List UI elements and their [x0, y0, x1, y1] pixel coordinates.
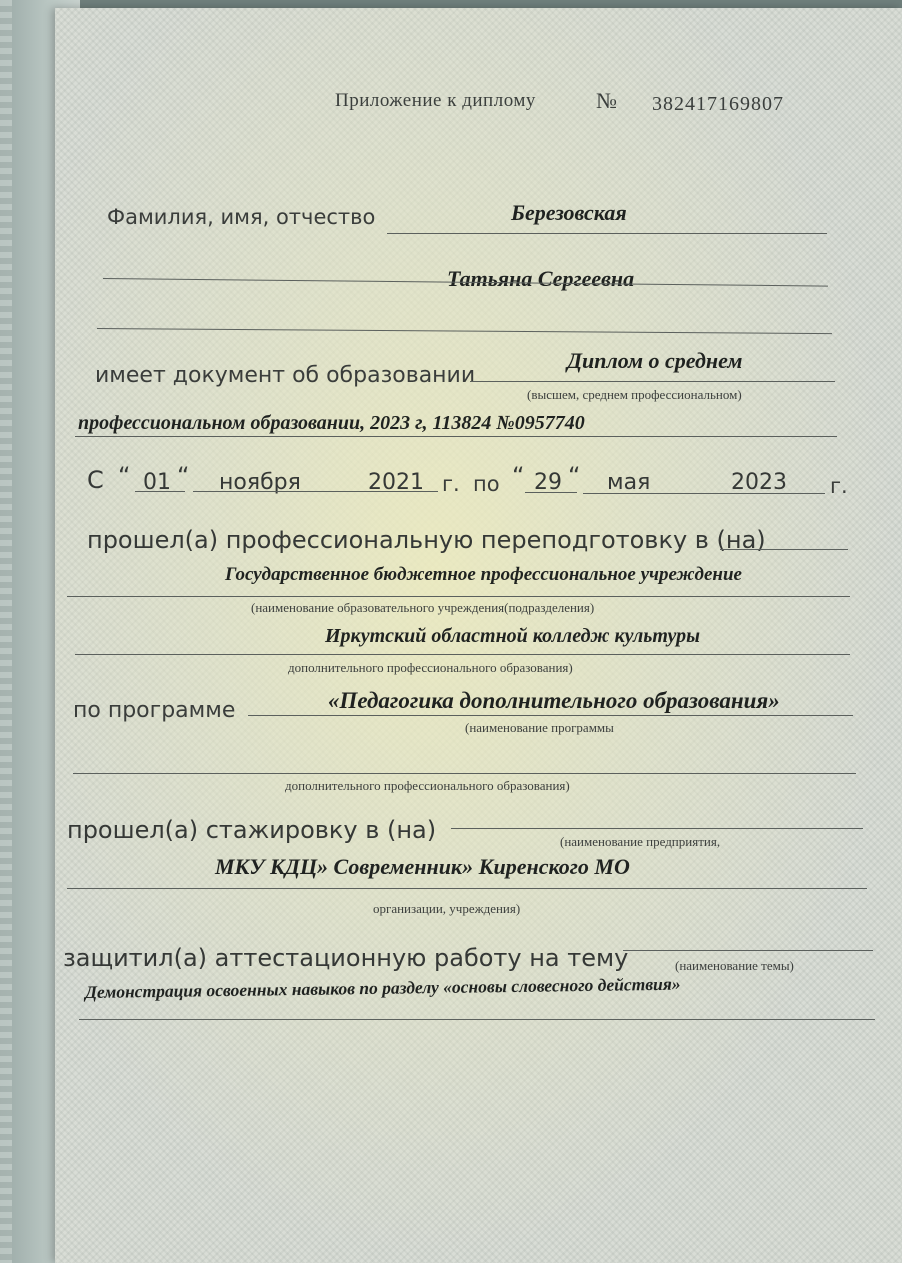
attestation-value: Демонстрация освоенных навыков по разделу «основы словесного действия»	[84, 973, 681, 1002]
internship-underline-0	[451, 828, 863, 829]
to-month-year-underline	[583, 493, 825, 494]
internship-underline-1	[67, 888, 867, 889]
diploma-appendix-sheet	[55, 8, 902, 1263]
program-underline-2	[73, 773, 856, 774]
program-underline-1	[248, 715, 853, 716]
internship-value: МКУ КДЦ» Современник» Киренского МО	[215, 854, 630, 879]
to-day-underline	[525, 492, 577, 493]
appendix-label: Приложение к диплому	[335, 90, 536, 111]
attestation-label: защитил(а) аттестационную работу на тему	[63, 944, 629, 972]
name-patronymic-value: Татьяна Сергеевна	[447, 266, 635, 291]
program-label: по программе	[73, 698, 236, 723]
internship-label: прошел(а) стажировку в (на)	[67, 816, 437, 844]
education-underline-2	[75, 436, 837, 437]
from-day-underline	[135, 491, 185, 492]
retraining-underline-2	[75, 654, 850, 655]
education-value-line2: профессиональном образовании, 2023 г, 113824 №0957740	[78, 412, 585, 434]
education-hint: (высшем, среднем профессиональном)	[527, 387, 742, 402]
institution-line2: Иркутский областной колледж культуры	[325, 625, 700, 647]
to-month: мая	[607, 470, 651, 495]
year-suffix-2: г.	[830, 474, 848, 498]
attestation-underline-0	[623, 950, 873, 951]
number-sign: №	[596, 88, 617, 113]
fio-label: Фамилия, имя, отчество	[107, 205, 376, 229]
program-value: «Педагогика дополнительного образования»	[328, 688, 780, 713]
surname-value: Березовская	[511, 200, 627, 225]
from-day: 01	[143, 470, 171, 495]
from-month: ноября	[219, 470, 301, 495]
quote-close-2: “	[568, 462, 581, 490]
education-underline-1	[470, 381, 835, 382]
institution-hint1: (наименование образовательного учреждения(подразделения)	[251, 600, 595, 615]
institution-hint2: дополнительного профессионального образования)	[288, 660, 573, 675]
retraining-underline-0	[720, 549, 848, 550]
to-day: 29	[534, 470, 562, 495]
program-hint1: (наименование программы	[465, 720, 614, 735]
internship-hint1: (наименование предприятия,	[560, 834, 721, 849]
to-year: 2023	[731, 470, 787, 495]
attestation-hint: (наименование темы)	[675, 958, 794, 973]
fio-underline-3	[97, 328, 832, 334]
previous-page-border	[0, 0, 12, 1263]
retraining-label: прошел(а) профессиональную переподготовку в (на)	[87, 526, 766, 554]
period-from-label: С	[87, 466, 104, 494]
appendix-number: 382417169807	[652, 93, 784, 115]
retraining-underline-1	[67, 596, 850, 597]
program-hint2: дополнительного профессионального образования)	[285, 778, 570, 793]
institution-line1: Государственное бюджетное профессиональное учреждение	[225, 564, 742, 585]
year-suffix-1: г.	[442, 472, 460, 496]
period-to-label: по	[473, 472, 500, 496]
education-label: имеет документ об образовании	[95, 363, 476, 388]
from-year: 2021	[368, 470, 424, 495]
attestation-underline-1	[79, 1019, 875, 1020]
quote-close-1: “	[177, 462, 190, 490]
quote-open-2: “	[512, 462, 525, 490]
from-month-year-underline	[193, 491, 438, 492]
quote-open-1: “	[118, 462, 131, 490]
education-value-line1: Диплом о среднем	[567, 348, 743, 373]
fio-underline-1	[387, 233, 827, 234]
internship-hint2: организации, учреждения)	[373, 901, 521, 916]
